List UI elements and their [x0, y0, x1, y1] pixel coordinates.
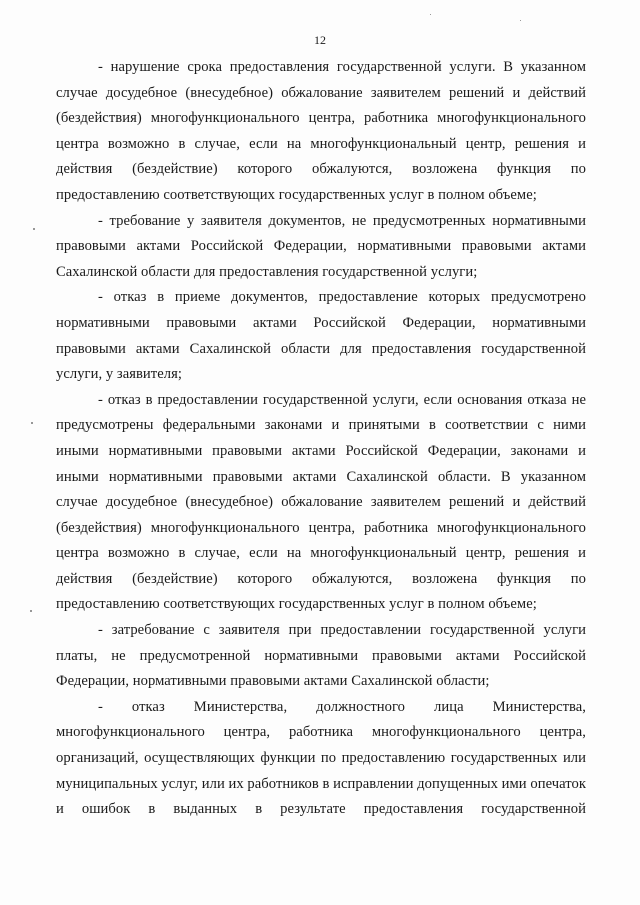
scan-speck	[31, 422, 33, 424]
scan-speck	[430, 14, 431, 15]
paragraph-payment-demand: - затребование с заявителя при предоставлении государственной услуги платы, не предусмотренной нормативными правовыми актами Российской Федерации, нормативными правовыми актами Сахалинской области;	[56, 622, 586, 690]
scan-speck	[520, 20, 521, 21]
scan-speck	[33, 228, 35, 230]
scan-speck	[30, 610, 32, 612]
paragraph-documents-requirement: - требование у заявителя документов, не предусмотренных нормативными правовыми актами Российской Федерации, нормативными правовыми актами Сахалинской области для предоставления государственной услуги;	[56, 212, 586, 280]
document-body	[56, 55, 586, 823]
page-number: 12	[314, 33, 326, 47]
paragraph-refusal-to-correct: - отказ Министерства, должностного лица Министерства, многофункционального центра, работника многофункционального центра, организаций, осуществляющих функции по предоставлению государственных или муниципальных услуг, или их работников в исправлении допущенных ими опечаток и ошибок в выданных в результате предоставления государственной	[56, 698, 586, 818]
paragraph-refusal-to-accept: - отказ в приеме документов, предоставление которых предусмотрено нормативными правовыми актами Российской Федерации, нормативными правовыми актами Сахалинской области для предоставления государственной услуги, у заявителя;	[56, 289, 586, 383]
paragraph-deadline-violation: - нарушение срока предоставления государственной услуги. В указанном случае досудебное (внесудебное) обжалование заявителем решений и действий (бездействия) многофункционального центра, работника многофункционального центра возможно в случае, если на многофункциональный центр, решения и действия (бездействие) которого обжалуются, возложена функция по предоставлению соответствующих государственных услуг в полном объеме;	[56, 59, 586, 203]
paragraph-refusal-of-service: - отказ в предоставлении государственной услуги, если основания отказа не предусмотрены федеральными законами и принятыми в соответствии с ними иными нормативными правовыми актами Российской Федерации, законами и иными нормативными правовыми актами Сахалинской области. В указанном случае досудебное (внесудебное) обжалование заявителем решений и действий (бездействия) многофункционального центра, работника многофункционального центра возможно в случае, если на многофункциональный центр, решения и действия (бездействие) которого обжалуются, возложена функция по предоставлению соответствующих государственных услуг в полном объеме;	[56, 391, 586, 613]
